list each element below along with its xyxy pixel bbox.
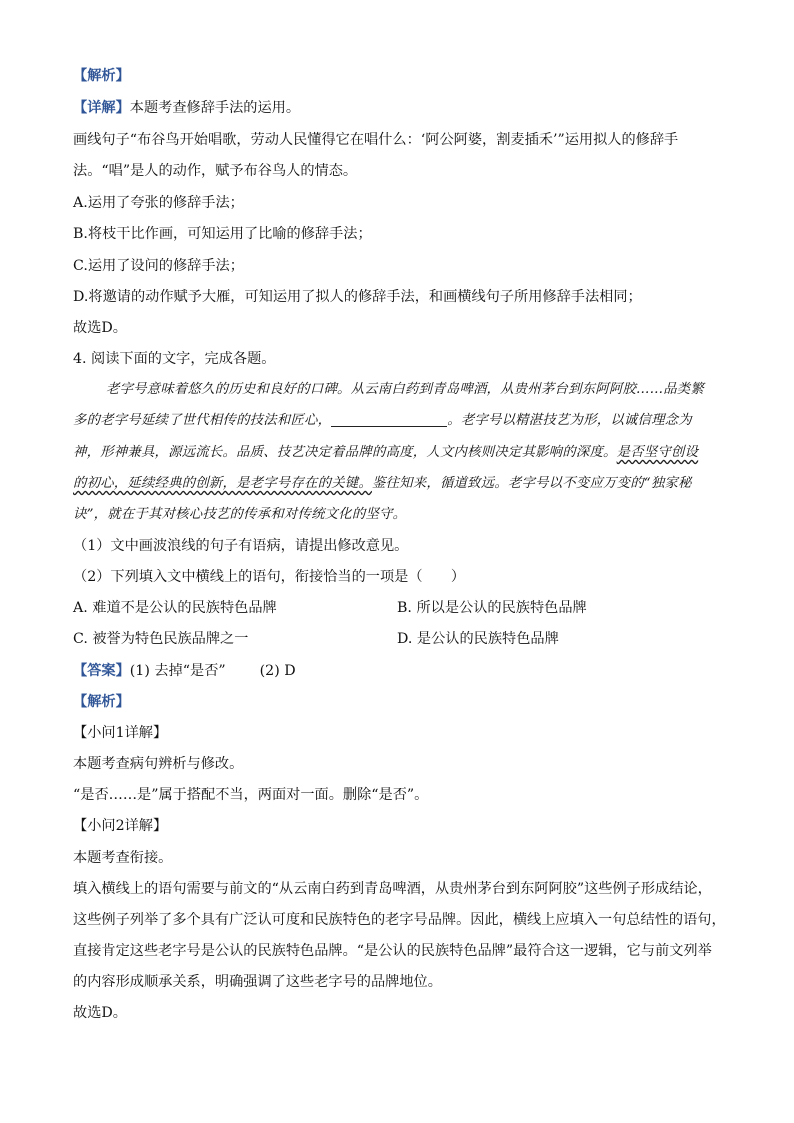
wavy-sentence-part2: 的初心，延续经典的创新，是老字号存在的关键。 (73, 476, 372, 491)
detail-text-1: 画线句子“布谷鸟开始唱歌，劳动人民懂得它在唱什么：‘阿公阿婆，割麦插禾’”运用拟人的修辞手 (73, 132, 679, 148)
fill-blank (331, 412, 447, 427)
passage-line-1: 老字号意味着悠久的历史和良好的口碑。从云南白药到青岛啤酒，从贵州茅台到东阿阿胶……品类繁 (106, 382, 704, 397)
conclusion: 故选D。 (73, 320, 127, 336)
sub-question-2: （2）下列填入文中横线上的语句，衔接恰当的一项是（ ） (73, 569, 466, 585)
option-c: C. 被誉为特色民族品牌之一 (73, 631, 249, 647)
final-conclusion: 故选D。 (73, 1005, 127, 1021)
sub1-intro: 本题考查病句辨析与修改。 (73, 756, 244, 772)
sub2-text-3: 直接肯定这些老字号是公认的民族特色品牌。“是公认的民族特色品牌”最符合这一逻辑，它与前文列举 (73, 943, 712, 959)
sub2-text-4: 的内容形成顺承关系，明确强调了这些老字号的品牌地位。 (73, 974, 442, 990)
answer-1: (1) 去掉“是否” (129, 663, 226, 679)
detail-tag: 【详解】 (73, 100, 130, 116)
sub-question-1: （1）文中画波浪线的句子有语病，请提出修改意见。 (73, 538, 409, 554)
passage-line-5: 诀”，就在于其对核心技艺的传承和对传统文化的坚守。 (73, 507, 407, 522)
analysis-heading: 【解析】 (73, 68, 130, 84)
answer-2: (2) D (259, 663, 296, 679)
passage-line-4 (73, 474, 692, 494)
sub2-intro: 本题考查衔接。 (73, 850, 173, 866)
option-d: D. 是公认的民族特色品牌 (397, 631, 559, 647)
wavy-sentence-part1: 是否坚守创设 (616, 445, 699, 460)
passage-3: 神，形神兼具，源远流长。品质、技艺决定着品牌的高度，人文内核则决定其影响的深度。 (73, 445, 617, 460)
detail-text-2: 法。“唱”是人的动作，赋予布谷鸟人的情态。 (73, 163, 358, 179)
passage-4: 鉴往知来，循道致远。老字号以不变应万变的“独家秘 (372, 476, 692, 491)
sub1-detail-heading: 【小问1详解】 (73, 725, 168, 741)
passage-line-3 (73, 443, 698, 463)
option-analysis-d: D.将邀请的动作赋予大雁，可知运用了拟人的修辞手法，和画横线句子所用修辞手法相同； (73, 289, 642, 305)
sub2-text-2: 这些例子列举了多个具有广泛认可度和民族特色的老字号品牌。因此，横线上应填入一句总结性的语句， (73, 912, 726, 928)
analysis-heading-2: 【解析】 (73, 694, 130, 710)
detail-line (73, 98, 300, 118)
option-analysis-a: A.运用了夸张的修辞手法； (73, 195, 244, 211)
option-analysis-c: C.运用了设问的修辞手法； (73, 258, 244, 274)
answer-line (73, 661, 296, 681)
detail-intro: 本题考查修辞手法的运用。 (129, 100, 301, 116)
passage-2a: 多的老字号延续了世代相传的技法和匠心， (73, 413, 332, 428)
option-b: B. 所以是公认的民族特色品牌 (397, 600, 587, 616)
option-a: A. 难道不是公认的民族特色品牌 (73, 600, 277, 616)
answer-tag: 【答案】 (73, 663, 130, 679)
passage-2b: 。老字号以精湛技艺为形，以诚信理念为 (447, 413, 692, 428)
option-analysis-b: B.将枝干比作画，可知运用了比喻的修辞手法； (73, 226, 372, 242)
question-4-stem: 4. 阅读下面的文字，完成各题。 (73, 351, 276, 367)
options-row-1 (73, 598, 277, 618)
passage-line-2 (73, 411, 692, 431)
sub1-text: “是否……是”属于搭配不当，两面对一面。删除“是否”。 (73, 787, 429, 803)
sub2-text-1: 填入横线上的语句需要与前文的“从云南白药到青岛啤酒，从贵州茅台到东阿阿胶”这些例子形成结论， (73, 881, 712, 897)
sub2-detail-heading: 【小问2详解】 (73, 818, 168, 834)
